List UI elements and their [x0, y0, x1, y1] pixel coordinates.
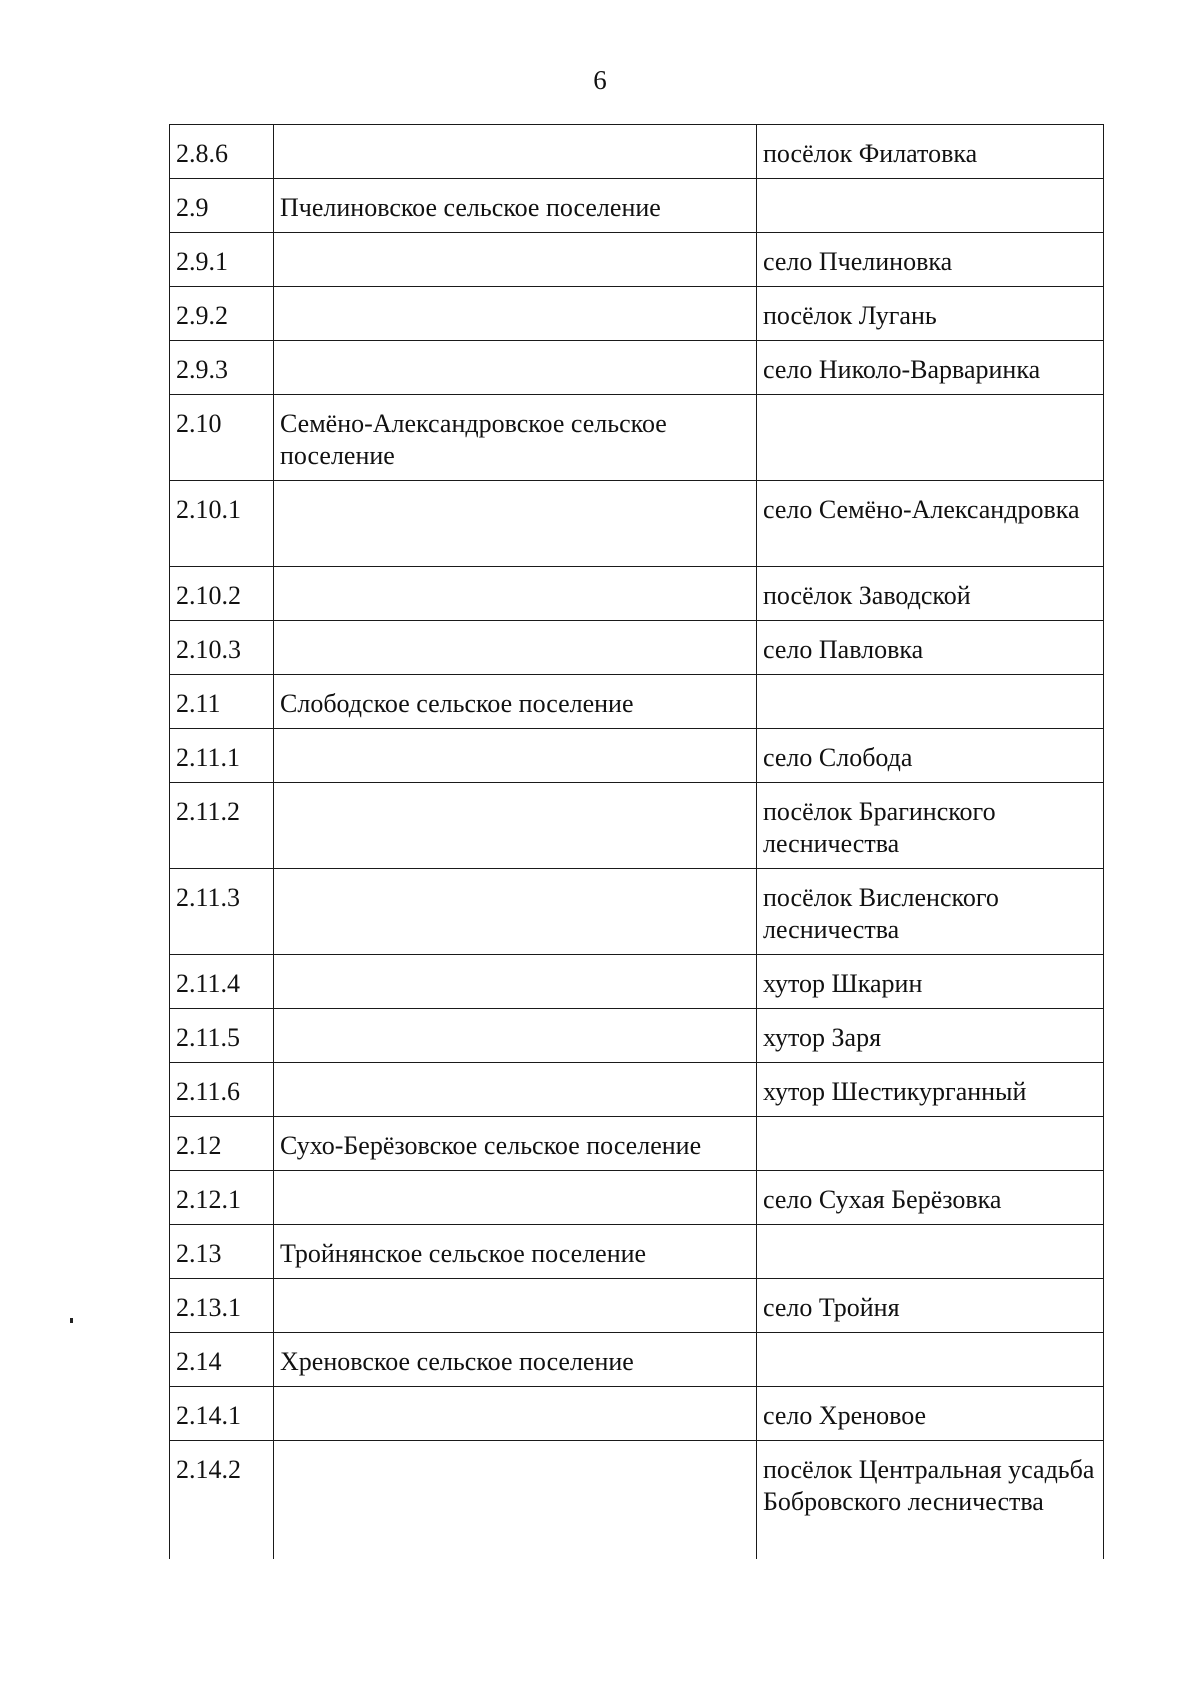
- table-row: [170, 783, 1104, 869]
- row-number: 2.9: [170, 179, 274, 233]
- locality-name: [757, 675, 1104, 729]
- table-row: [170, 1171, 1104, 1225]
- settlement-name: Слободское сельское поселение: [274, 675, 757, 729]
- settlement-name: [274, 1441, 757, 1559]
- row-number: 2.13.1: [170, 1279, 274, 1333]
- row-number: 2.11.1: [170, 729, 274, 783]
- locality-name: посёлок Висленского лесничества: [757, 869, 1104, 955]
- locality-name: посёлок Филатовка: [757, 125, 1104, 179]
- settlement-name: [274, 955, 757, 1009]
- table-row: [170, 1333, 1104, 1387]
- locality-name: посёлок Центральная усадьба Бобровского лесничества: [757, 1441, 1104, 1559]
- locality-name: село Хреновое: [757, 1387, 1104, 1441]
- row-number: 2.11.6: [170, 1063, 274, 1117]
- table-row: [170, 233, 1104, 287]
- table-row: [170, 869, 1104, 955]
- table-row: [170, 125, 1104, 179]
- row-number: 2.9.2: [170, 287, 274, 341]
- locality-name: хутор Шкарин: [757, 955, 1104, 1009]
- locality-name: посёлок Брагинского лесничества: [757, 783, 1104, 869]
- settlement-name: Семёно-Александровское сельское поселение: [274, 395, 757, 481]
- settlement-name: [274, 1171, 757, 1225]
- settlement-name: [274, 1063, 757, 1117]
- row-number: 2.9.3: [170, 341, 274, 395]
- settlement-name: [274, 287, 757, 341]
- settlement-name: [274, 621, 757, 675]
- settlement-name: [274, 481, 757, 567]
- settlement-name: [274, 567, 757, 621]
- settlement-name: [274, 341, 757, 395]
- settlements-table: [169, 124, 1104, 1559]
- table-row: [170, 395, 1104, 481]
- row-number: 2.14: [170, 1333, 274, 1387]
- settlement-name: [274, 729, 757, 783]
- table-row: [170, 567, 1104, 621]
- locality-name: [757, 1117, 1104, 1171]
- row-number: 2.11.3: [170, 869, 274, 955]
- table-row: [170, 1009, 1104, 1063]
- table-row: [170, 729, 1104, 783]
- locality-name: село Пчелиновка: [757, 233, 1104, 287]
- row-number: 2.11.2: [170, 783, 274, 869]
- locality-name: [757, 1225, 1104, 1279]
- row-number: 2.10: [170, 395, 274, 481]
- row-number: 2.9.1: [170, 233, 274, 287]
- row-number: 2.11: [170, 675, 274, 729]
- locality-name: село Павловка: [757, 621, 1104, 675]
- locality-name: хутор Заря: [757, 1009, 1104, 1063]
- locality-name: село Семёно-Александровка: [757, 481, 1104, 567]
- row-number: 2.10.2: [170, 567, 274, 621]
- row-number: 2.13: [170, 1225, 274, 1279]
- locality-name: село Николо-Варваринка: [757, 341, 1104, 395]
- table-row: [170, 1117, 1104, 1171]
- settlement-name: [274, 125, 757, 179]
- row-number: 2.14.2: [170, 1441, 274, 1559]
- table-row: [170, 179, 1104, 233]
- settlement-name: [274, 233, 757, 287]
- row-number: 2.12: [170, 1117, 274, 1171]
- locality-name: хутор Шестикурганный: [757, 1063, 1104, 1117]
- settlement-name: [274, 1009, 757, 1063]
- table-row: [170, 1063, 1104, 1117]
- row-number: 2.11.4: [170, 955, 274, 1009]
- locality-name: [757, 395, 1104, 481]
- locality-name: [757, 1333, 1104, 1387]
- table-row: [170, 675, 1104, 729]
- table-row: [170, 1225, 1104, 1279]
- table-row: [170, 287, 1104, 341]
- row-number: 2.12.1: [170, 1171, 274, 1225]
- locality-name: село Слобода: [757, 729, 1104, 783]
- locality-name: посёлок Лугань: [757, 287, 1104, 341]
- locality-name: село Сухая Берёзовка: [757, 1171, 1104, 1225]
- settlement-name: Хреновское сельское поселение: [274, 1333, 757, 1387]
- settlement-name: [274, 1387, 757, 1441]
- settlement-name: [274, 783, 757, 869]
- table-row: [170, 955, 1104, 1009]
- row-number: 2.10.1: [170, 481, 274, 567]
- scan-mark: [70, 1318, 73, 1323]
- settlement-name: [274, 869, 757, 955]
- locality-name: [757, 179, 1104, 233]
- row-number: 2.11.5: [170, 1009, 274, 1063]
- table-row: [170, 621, 1104, 675]
- settlement-name: Тройнянское сельское поселение: [274, 1225, 757, 1279]
- row-number: 2.8.6: [170, 125, 274, 179]
- table-row: [170, 1279, 1104, 1333]
- locality-name: село Тройня: [757, 1279, 1104, 1333]
- row-number: 2.10.3: [170, 621, 274, 675]
- settlement-name: [274, 1279, 757, 1333]
- row-number: 2.14.1: [170, 1387, 274, 1441]
- table-row: [170, 481, 1104, 567]
- table-row: [170, 1441, 1104, 1559]
- settlement-name: Пчелиновское сельское поселение: [274, 179, 757, 233]
- table-row: [170, 1387, 1104, 1441]
- table-row: [170, 341, 1104, 395]
- settlement-name: Сухо-Берёзовское сельское поселение: [274, 1117, 757, 1171]
- locality-name: посёлок Заводской: [757, 567, 1104, 621]
- page-number: 6: [593, 65, 607, 95]
